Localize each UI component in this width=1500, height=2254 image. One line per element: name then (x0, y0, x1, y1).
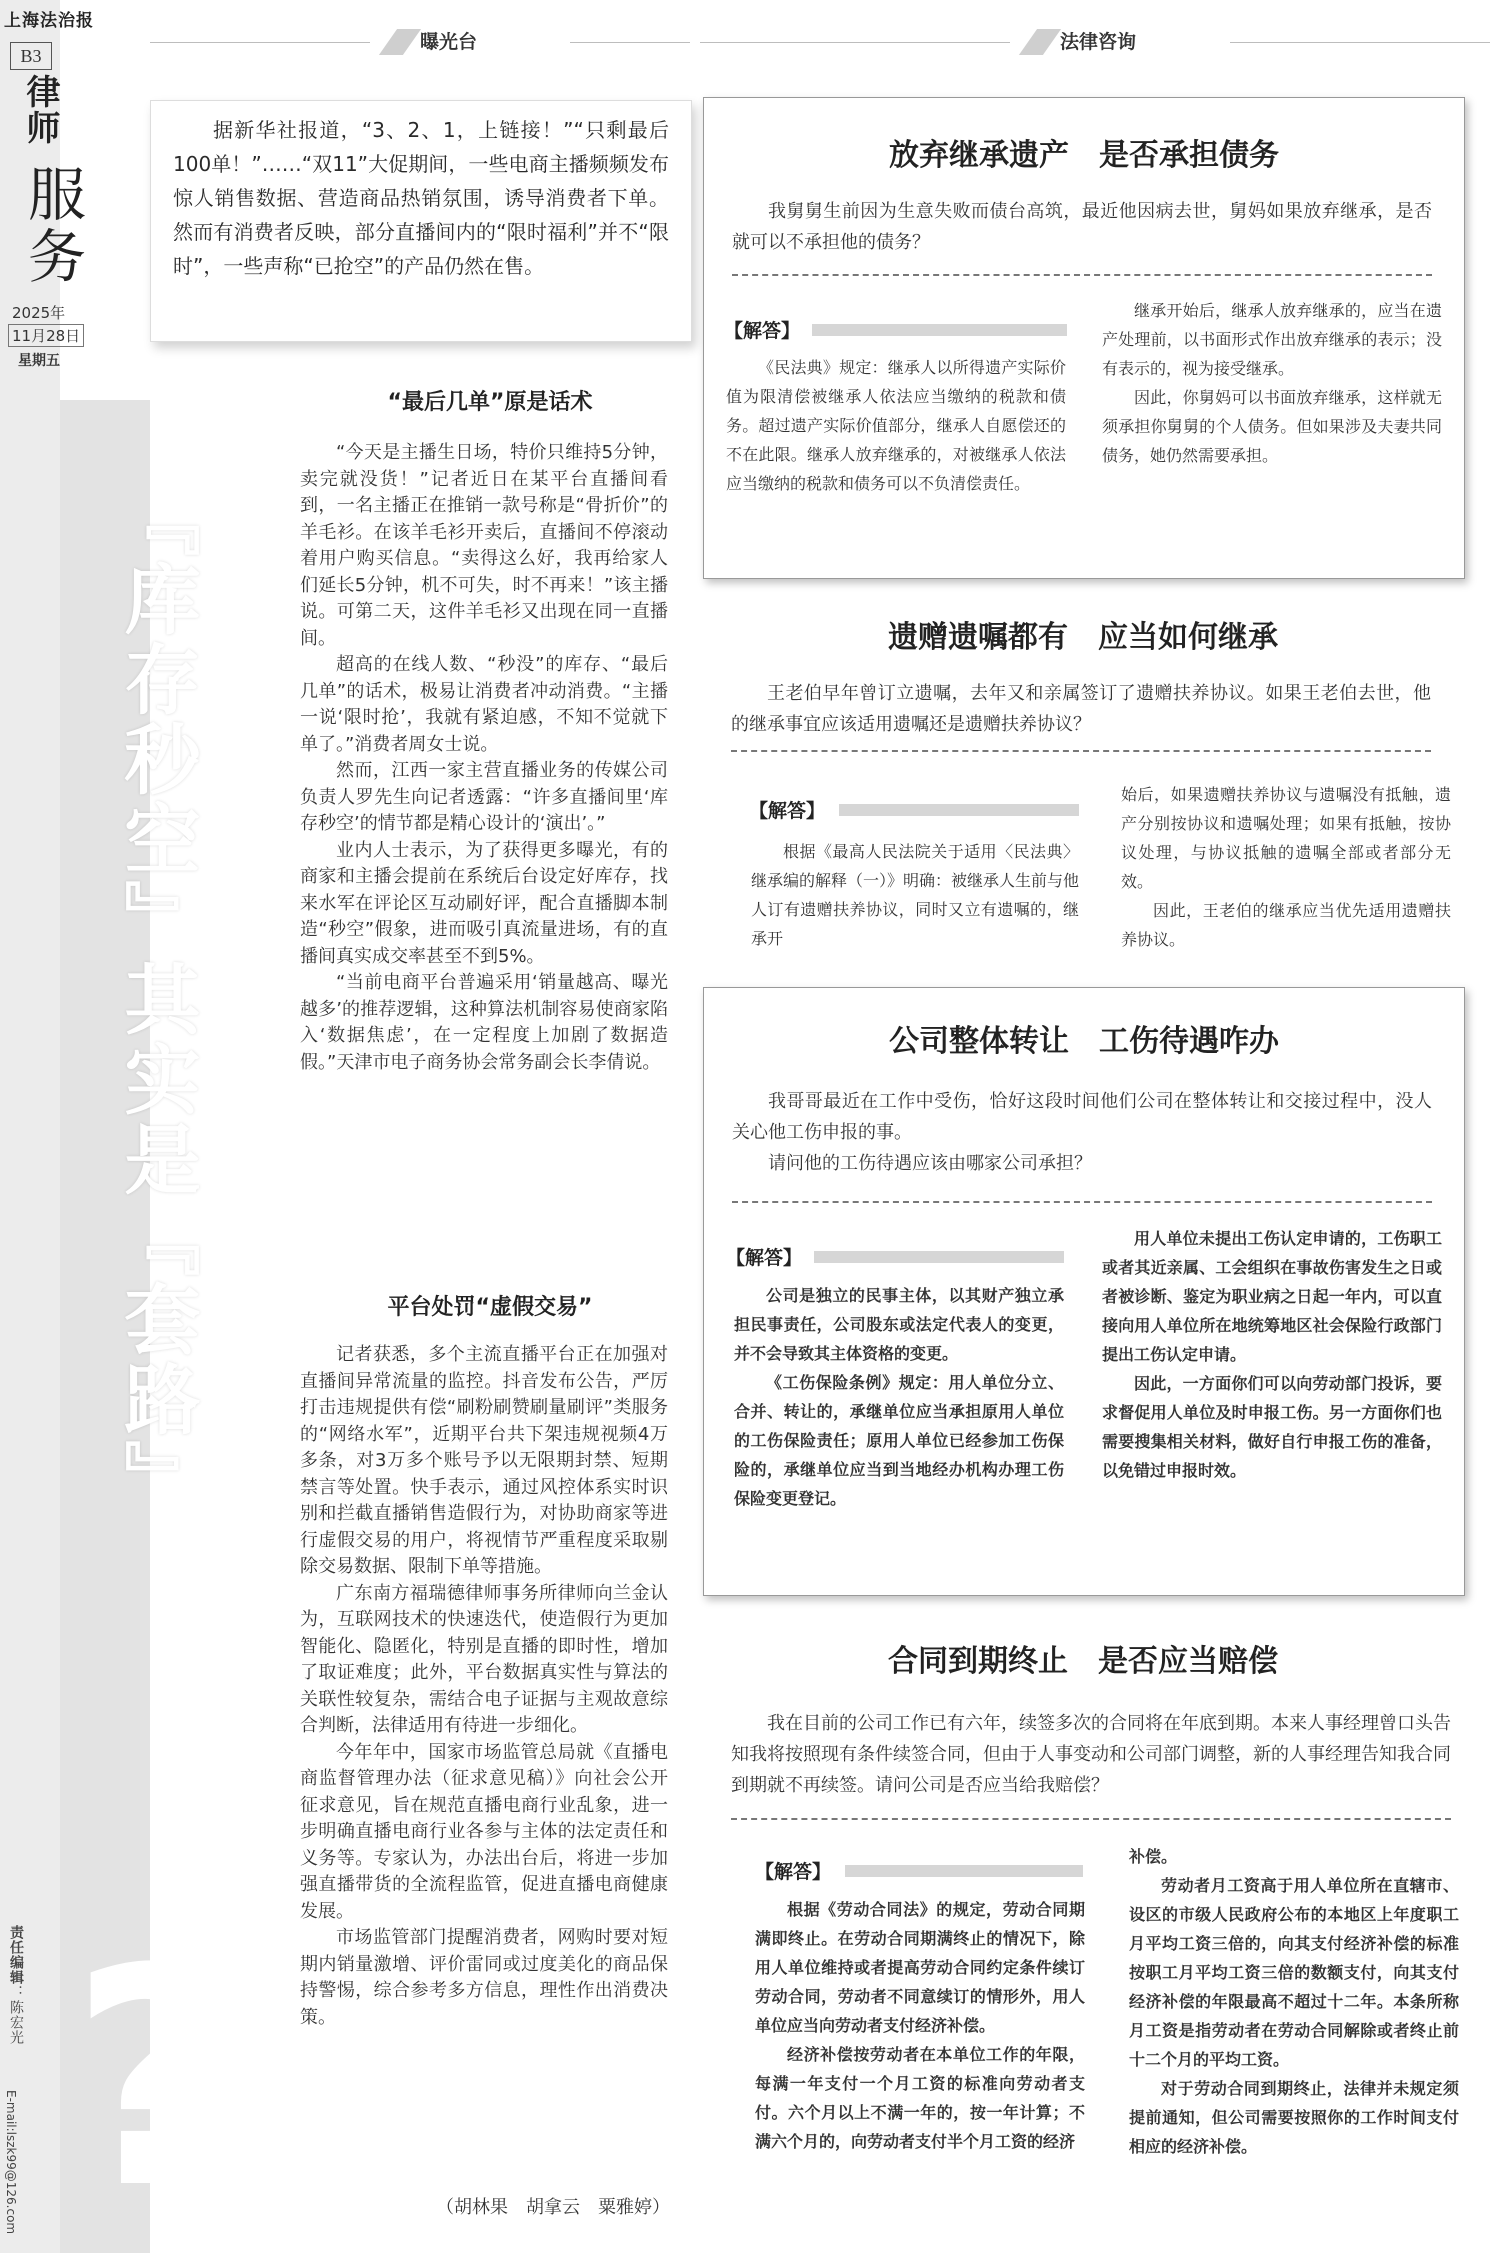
dashed-divider (731, 1818, 1451, 1820)
paragraph: 业内人士表示，为了获得更多曝光，有的商家和主播会提前在系统后台设定好库存，找来水军在评论区互动刷好评，配合直播脚本制造“秒空”假象，进而吸引真流量进场，有的直播间真实成交率甚至不到5%。 (300, 839, 668, 967)
answer-label: 【解答】 (726, 1247, 803, 1269)
card-title: 遗赠遗嘱都有 应当如何继承 (888, 620, 1278, 655)
question-text: 我舅舅生前因为生意失败而债台高筑，最近他因病去世，舅妈如果放弃继承，是否就可以不承担他的债务？ (732, 201, 1432, 253)
answer-text: 对于劳动合同到期终止，法律并未规定须提前通知，但公司需要按照你的工作时间支付相应的经济补偿。 (1129, 2079, 1459, 2156)
answer-text: 根据《劳动合同法》的规定，劳动合同期满即终止。在劳动合同期满终止的情况下，除用人单位维持或者提高劳动合同约定条件续订劳动合同，劳动者不同意续订的情形外，用人单位应当向劳动者支付经济补偿。 (755, 1900, 1085, 2035)
answer-right (1102, 296, 1442, 470)
feature-headline: 『库存秒空』其实是『套路』 (112, 480, 201, 1520)
answer-left (726, 353, 1066, 498)
paragraph: “今天是主播生日场，特价只维持5分钟，卖完就没货！”记者近日在某平台直播间看到，一名主播正在推销一款号称是“骨折价”的羊毛衫。在该羊毛衫开卖后，直播间不停滚动着用户购买信息。“卖得这么好，我再给家人们延长5分钟，机不可失，时不再来！”该主播说。可第二天，这件羊毛衫又出现在同一直播间。 (300, 442, 668, 649)
legal-card-3 (703, 987, 1465, 1596)
answer-label-bar (845, 1865, 1083, 1877)
page-number: B3 (10, 42, 52, 70)
paragraph: “当前电商平台普遍采用‘销量越高、曝光越多’的推荐逻辑，这种算法机制容易使商家陷入‘数据焦虑’，在一定程度上加剧了数据造假。”天津市电子商务协会常务副会长李倩说。 (300, 972, 668, 1073)
legal-card-2 (703, 600, 1463, 980)
answer-text: 补偿。 (1129, 1847, 1178, 1866)
answer-text: 劳动者月工资高于用人单位所在直辖市、设区的市级人民政府公布的本地区上年度职工月平均工资三倍的，向其支付经济补偿的标准按职工月平均工资三倍的数额支付，向其支付经济补偿的年限最高不超过十二年。本条所称月工资是指劳动者在劳动合同解除或者终止前十二个月的平均工资。 (1129, 1876, 1459, 2069)
card-title: 公司整体转让 工伤待遇咋办 (889, 1024, 1279, 1059)
answer-label: 【解答】 (749, 800, 826, 822)
answer-text: 公司是独立的民事主体，以其财产独立承担民事责任，公司股东或法定代表人的变更，并不会导致其主体资格的变更。 (734, 1286, 1064, 1363)
answer-text: 始后，如果遗赠扶养协议与遗嘱没有抵触，遗产分别按协议和遗嘱处理；如果有抵触，按协议处理，与协议抵触的遗嘱全部或者部分无效。 (1121, 785, 1451, 891)
article-section-1 (300, 440, 668, 1076)
answer-left (734, 1281, 1064, 1513)
section-tag-legal-label: 法律咨询 (1060, 31, 1137, 53)
card-question (732, 196, 1432, 258)
newspaper-logo: 上海法治报 (4, 11, 94, 31)
card-title: 放弃继承遗产 是否承担债务 (889, 138, 1279, 173)
answer-text: 《民法典》规定：继承人以所得遗产实际价值为限清偿被继承人依法应当缴纳的税款和债务。超过遗产实际价值部分，继承人自愿偿还的不在此限。继承人放弃继承的，对被继承人依法应当缴纳的税款和债务可以不负清偿责任。 (726, 358, 1066, 493)
paragraph: 市场监管部门提醒消费者，网购时要对短期内销量激增、评价雷同或过度美化的商品保持警惕，综合参考多方信息，理性作出消费决策。 (300, 1927, 668, 2028)
answer-right (1129, 1842, 1459, 2161)
byline: （胡林果 胡拿云 粟雅婷） (436, 2197, 670, 2218)
article-section-2 (300, 1342, 668, 2031)
answer-label-bar (839, 804, 1079, 816)
answer-text: 根据《最高人民法院关于适用〈民法典〉继承编的解释（一）》明确：被继承人生前与他人订有遗赠扶养协议，同时又立有遗嘱的，继承开 (751, 842, 1080, 948)
dashed-divider (732, 1201, 1432, 1203)
question-text: 我哥哥最近在工作中受伤，恰好这段时间他们公司在整体转让和交接过程中，没人关心他工伤申报的事。 (732, 1091, 1432, 1143)
editor-name: 陈宏光 (8, 2000, 24, 2045)
date-year: 2025年 (12, 304, 66, 322)
date-day: 11月28日 (8, 324, 84, 347)
answer-left (751, 837, 1079, 953)
weekday: 星期五 (18, 353, 60, 369)
intro-box (150, 100, 692, 342)
section-tag-exposure (370, 25, 570, 59)
paragraph: 然而，江西一家主营直播业务的传媒公司负责人罗先生向记者透露：“许多直播间里‘库存秒空’的情节都是精心设计的‘演出’。” (300, 760, 668, 834)
section-tag-legal (1010, 25, 1230, 59)
intro-text: 据新华社报道，“3、2、1，上链接！”“只剩最后100单！”……“双11”大促期间，一些电商主播频频发布惊人销售数据、营造商品热销氛围，诱导消费者下单。然而有消费者反映，部分直播间内的“限时福利”并不“限时”，一些声称“已抢空”的产品仍然在售。 (173, 118, 669, 278)
legal-card-1 (703, 97, 1465, 579)
question-text: 王老伯早年曾订立遗嘱，去年又和亲属签订了遗赠扶养协议。如果王老伯去世，他的继承事宜应该适用遗嘱还是遗赠扶养协议？ (731, 683, 1431, 735)
answer-label-bar (814, 1251, 1064, 1263)
subheading-2: 平台处罚“虚假交易” (387, 1295, 593, 1320)
question-mark-graphic: ? (70, 1905, 245, 2254)
answer-text: 因此，一方面你们可以向劳动部门投诉，要求督促用人单位及时申报工伤。另一方面你们也需要搜集相关材料，做好自行申报工伤的准备，以免错过申报时效。 (1102, 1374, 1442, 1480)
card-question (731, 678, 1431, 740)
answer-text: 因此，你舅妈可以书面放弃继承，这样就无须承担你舅舅的个人债务。但如果涉及夫妻共同债务，她仍然需要承担。 (1102, 388, 1442, 465)
answer-text: 《工伤保险条例》规定：用人单位分立、合并、转让的，承继单位应当承担原用人单位的工伤保险责任；原用人单位已经参加工伤保险的，承继单位应当到当地经办机构办理工伤保险变更登记。 (734, 1373, 1064, 1508)
answer-label: 【解答】 (724, 320, 801, 342)
editor-label: 责任编辑 (8, 1925, 24, 1985)
answer-right (1121, 780, 1451, 954)
legal-card-4 (703, 1620, 1463, 2220)
paragraph: 广东南方福瑞德律师事务所律师向兰金认为，互联网技术的快速迭代，使造假行为更加智能化、隐匿化，特别是直播的即时性，增加了取证难度；此外，平台数据真实性与算法的关联性较复杂，需结合电子证据与主观故意综合判断，法律适用有待进一步细化。 (300, 1582, 668, 1736)
answer-text: 经济补偿按劳动者在本单位工作的年限，每满一年支付一个月工资的标准向劳动者支付。六个月以上不满一年的，按一年计算；不满六个月的，向劳动者支付半个月工资的经济 (755, 2045, 1085, 2151)
answer-text: 继承开始后，继承人放弃继承的，应当在遗产处理前，以书面形式作出放弃继承的表示；没有表示的，视为接受继承。 (1102, 301, 1442, 378)
paragraph: 记者获悉，多个主流直播平台正在加强对直播间异常流量的监控。抖音发布公告，严厉打击违规提供有偿“刷粉刷赞刷量刷评”类服务的“网络水军”，近期平台共下架违规视频4万多条，对3万多个账号予以无限期封禁、短期禁言等处置。快手表示，通过风控体系实时识别和拦截直播销售造假行为，对协助商家等进行虚假交易的用户，将视情节严重程度采取剔除交易数据、限制下单等措施。 (300, 1344, 668, 1577)
question-text: 我在目前的公司工作已有六年，续签多次的合同将在年底到期。本来人事经理曾口头告知我将按照现有条件续签合同，但由于人事变动和公司部门调整，新的人事经理告知我合同到期就不再续签。请问公司是否应当给我赔偿？ (731, 1713, 1451, 1796)
paragraph: 超高的在线人数、“秒没”的库存、“最后几单”的话术，极易让消费者冲动消费。“主播一说‘限时抢’，我就有紧迫感，不知不觉就下单了。”消费者周女士说。 (300, 654, 668, 755)
column-name-2: 服务 (18, 164, 86, 288)
paragraph: 今年年中，国家市场监管总局就《直播电商监督管理办法（征求意见稿）》向社会公开征求意见，旨在规范直播电商行业乱象，进一步明确直播电商行业各参与主体的法定责任和义务等。专家认为，办法出台后，将进一步加强直播带货的全流程监管，促进直播电商健康发展。 (300, 1741, 668, 1922)
dashed-divider (731, 750, 1431, 752)
card-question (732, 1086, 1432, 1179)
answer-text: 用人单位未提出工伤认定申请的，工伤职工或者其近亲属、工会组织在事故伤害发生之日或者被诊断、鉴定为职业病之日起一年内，可以直接向用人单位所在地统筹地区社会保险行政部门提出工伤认定申请。 (1102, 1229, 1442, 1364)
answer-right (1102, 1224, 1442, 1485)
answer-text: 因此，王老伯的继承应当优先适用遗赠扶养协议。 (1121, 901, 1451, 949)
section-tag-exposure-label: 曝光台 (420, 31, 478, 53)
question-text: 请问他的工伤待遇应该由哪家公司承担？ (768, 1153, 1092, 1174)
subheading-1: “最后几单”原是话术 (387, 390, 593, 415)
card-title: 合同到期终止 是否应当赔偿 (888, 1644, 1278, 1679)
column-name-1: 律师 (20, 74, 60, 146)
editor-email: E-mail:lszk99@126.com (4, 2090, 18, 2235)
dashed-divider (732, 274, 1432, 276)
answer-left (755, 1895, 1085, 2156)
answer-label: 【解答】 (755, 1861, 832, 1883)
editor-credit: 责任编辑：陈宏光 (8, 1925, 24, 2045)
card-question (731, 1708, 1451, 1801)
answer-label-bar (812, 324, 1067, 336)
